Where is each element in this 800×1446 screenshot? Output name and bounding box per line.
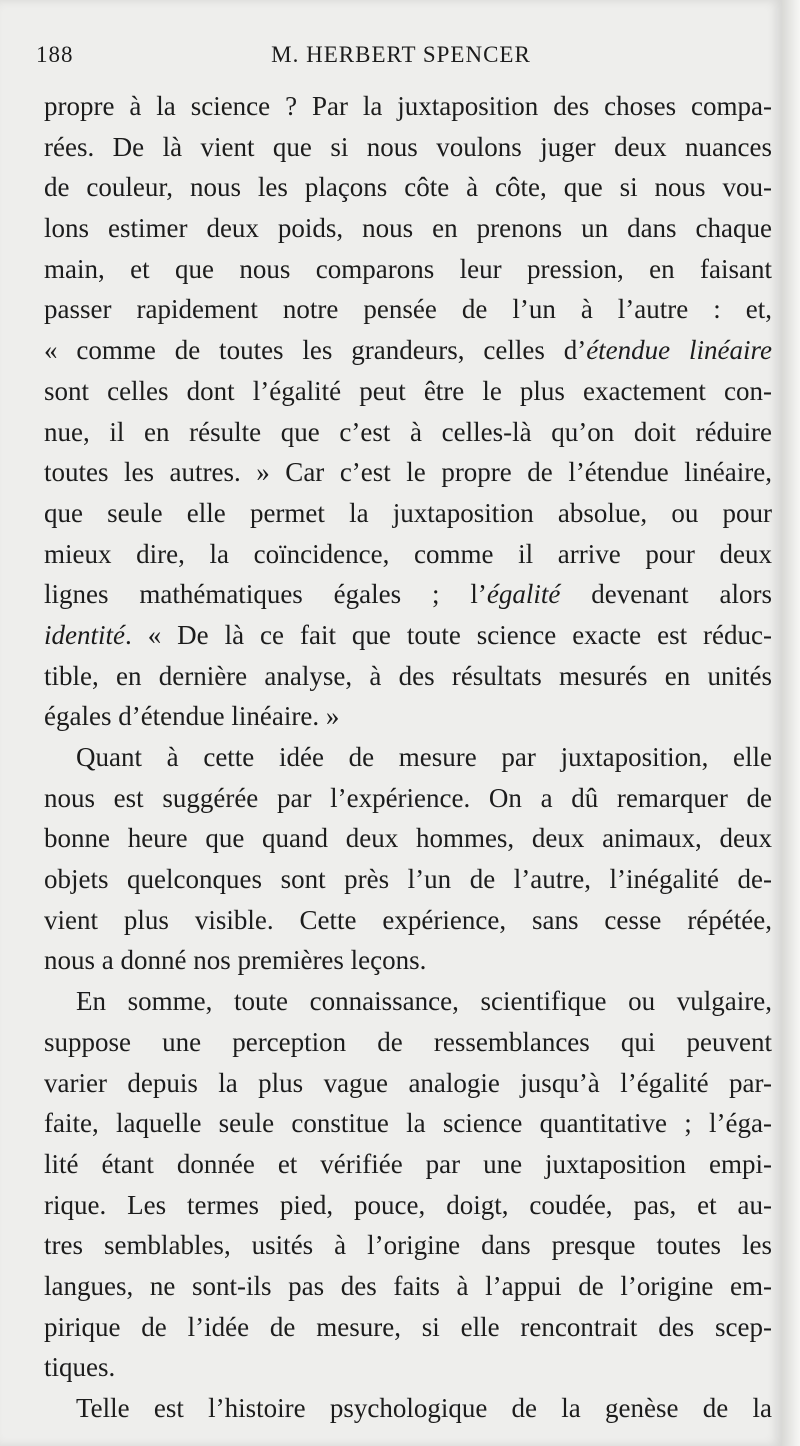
text-line: toutes les autres. » Car c’est le propre de l’étendue linéaire,: [44, 457, 772, 488]
text-line: Telle est l’histoire psychologique de la genèse de la: [76, 1393, 772, 1423]
text-line: [44, 615, 772, 656]
text-segment: . « De là ce fait que toute science exacte est réduc-: [124, 619, 772, 650]
text-line: tres semblables, usités à l’origine dans presque toutes les: [44, 1230, 772, 1261]
text-line: tible, en dernière analyse, à des résultats mesurés en unités: [44, 660, 772, 691]
text-segment: lignes mathématiques égales ; l’: [44, 579, 487, 610]
italic-text: égalité: [486, 579, 561, 610]
text-line: [44, 574, 772, 615]
text-line: propre à la science ? Par la juxtaposition des choses compa-: [44, 91, 772, 121]
text-line: langues, ne sont-ils pas des faits à l’appui de l’origine em-: [44, 1270, 772, 1301]
page-edge: [782, 0, 800, 1446]
text-line: nous a donné nos premières leçons.: [44, 945, 427, 976]
running-head: M. HERBERT SPENCER: [271, 42, 531, 67]
text-line: sont celles dont l’égalité peut être le plus exactement con-: [44, 375, 772, 406]
text-line: En somme, toute connaissance, scientifique ou vulgaire,: [76, 986, 772, 1017]
body-text: [44, 86, 772, 1429]
text-line: que seule elle permet la juxtaposition absolue, ou pour: [44, 497, 772, 528]
italic-text: identité: [44, 619, 125, 650]
text-line: main, et que nous comparons leur pression, en faisant: [44, 253, 772, 284]
text-line: nue, il en résulte que c’est à celles-là qu’on doit réduire: [44, 416, 772, 447]
text-line: égales d’étendue linéaire. »: [44, 701, 340, 732]
text-line: Quant à cette idée de mesure par juxtaposition, elle: [76, 742, 772, 772]
text-line: bonne heure que quand deux hommes, deux animaux, deux: [44, 823, 772, 854]
text-line: suppose une perception de ressemblances qui peuvent: [44, 1026, 772, 1057]
text-line: lité étant donnée et vérifiée par une juxtaposition empi-: [44, 1148, 772, 1179]
text-line: lons estimer deux poids, nous en prenons un dans chaque: [44, 213, 772, 244]
text-line: passer rapidement notre pensée de l’un à l’autre : et,: [44, 294, 772, 325]
text-line: objets quelconques sont près l’un de l’autre, l’inégalité de-: [44, 864, 772, 895]
text-line: de couleur, nous les plaçons côte à côte, que si nous vou-: [44, 172, 772, 203]
text-line: varier depuis la plus vague analogie jusqu’à l’égalité par-: [44, 1067, 772, 1098]
text-line: nous est suggérée par l’expérience. On a dû remarquer de: [44, 782, 772, 813]
text-line: tiques.: [44, 1352, 116, 1383]
italic-text: étendue linéaire: [586, 335, 772, 366]
page-header: [36, 42, 766, 76]
page-number: 188: [36, 42, 74, 67]
text-line: pirique de l’idée de mesure, si elle rencontrait des scep-: [44, 1311, 772, 1342]
text-line: mieux dire, la coïncidence, comme il arrive pour deux: [44, 538, 772, 569]
text-segment: devenant alors: [560, 579, 772, 610]
text-line: [44, 330, 772, 371]
text-segment: « comme de toutes les grandeurs, celles d’: [44, 335, 587, 366]
text-line: rique. Les termes pied, pouce, doigt, coudée, pas, et au-: [44, 1189, 772, 1220]
text-line: vient plus visible. Cette expérience, sans cesse répétée,: [44, 904, 772, 935]
text-line: faite, laquelle seule constitue la science quantitative ; l’éga-: [44, 1108, 772, 1139]
text-line: rées. De là vient que si nous voulons juger deux nuances: [44, 131, 772, 162]
